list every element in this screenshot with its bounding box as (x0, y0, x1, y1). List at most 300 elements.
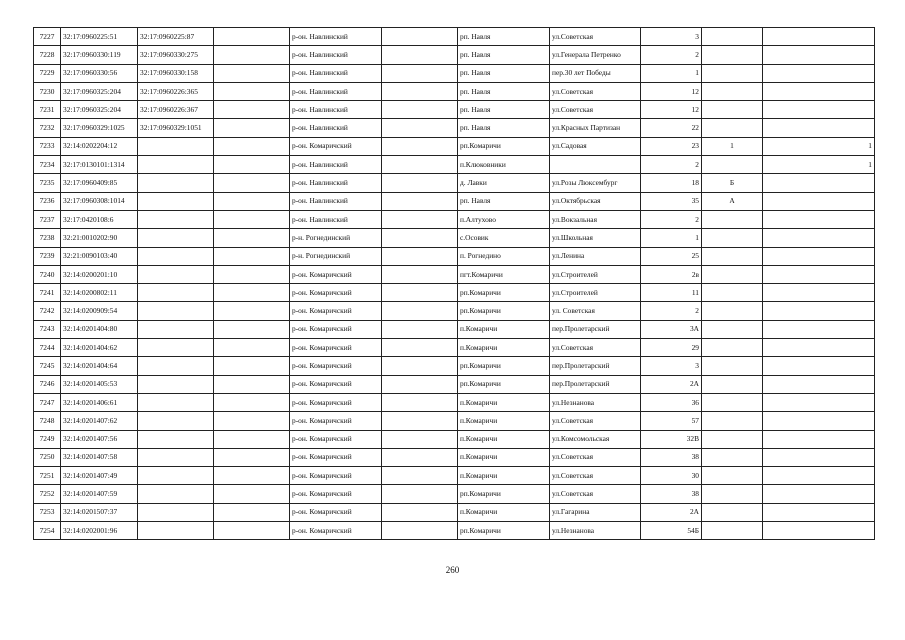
house-number-cell: 2 (641, 156, 702, 174)
house-number-cell: 22 (641, 119, 702, 137)
empty-cell (382, 448, 458, 466)
house-number-cell: 18 (641, 174, 702, 192)
cadastral-number-cell: 32:17:0960325:204 (61, 82, 138, 100)
empty-cell (214, 485, 290, 503)
table-row (34, 339, 875, 357)
empty-cell (382, 320, 458, 338)
empty-cell (382, 412, 458, 430)
page-number: 260 (445, 565, 460, 575)
district-cell: р-он. Комаричский (290, 467, 382, 485)
house-number-cell: 1 (641, 64, 702, 82)
street-cell: ул.Советская (550, 448, 641, 466)
extra-cell (763, 467, 875, 485)
building-cell (702, 247, 763, 265)
extra-cell (763, 46, 875, 64)
extra-cell (763, 357, 875, 375)
extra-cell (763, 503, 875, 521)
room-cadastral-number-cell (138, 357, 214, 375)
street-cell: ул.Строителей (550, 265, 641, 283)
house-number-cell: 35 (641, 192, 702, 210)
row-number-cell: 7232 (34, 119, 61, 137)
street-cell: ул.Октябрьская (550, 192, 641, 210)
row-number-cell: 7235 (34, 174, 61, 192)
street-cell: ул.Красных Партизан (550, 119, 641, 137)
table-row (34, 412, 875, 430)
empty-cell (214, 174, 290, 192)
table-row (34, 156, 875, 174)
street-cell: ул.Незнанова (550, 522, 641, 540)
house-number-cell: 3 (641, 28, 702, 46)
street-cell: ул.Советская (550, 485, 641, 503)
building-cell (702, 229, 763, 247)
cadastral-number-cell: 32:17:0960308:1014 (61, 192, 138, 210)
cadastral-number-cell: 32:14:0200802:11 (61, 284, 138, 302)
district-cell: р-он. Комаричский (290, 284, 382, 302)
cadastral-number-cell: 32:14:0200909:54 (61, 302, 138, 320)
building-cell (702, 375, 763, 393)
room-cadastral-number-cell (138, 375, 214, 393)
extra-cell (763, 229, 875, 247)
locality-cell: д. Лавки (458, 174, 550, 192)
street-cell: ул.Строителей (550, 284, 641, 302)
house-number-cell: 3А (641, 320, 702, 338)
empty-cell (382, 229, 458, 247)
house-number-cell: 36 (641, 393, 702, 411)
room-cadastral-number-cell (138, 174, 214, 192)
district-cell: р-он. Навлинский (290, 119, 382, 137)
table-row (34, 46, 875, 64)
locality-cell: п.Комаричи (458, 320, 550, 338)
street-cell: ул.Садовая (550, 137, 641, 155)
row-number-cell: 7243 (34, 320, 61, 338)
empty-cell (214, 448, 290, 466)
table-row (34, 357, 875, 375)
district-cell: р-он. Комаричский (290, 522, 382, 540)
table-row (34, 192, 875, 210)
cadastral-number-cell: 32:14:0202001:96 (61, 522, 138, 540)
district-cell: р-он. Комаричский (290, 485, 382, 503)
street-cell: ул.Советская (550, 28, 641, 46)
address-table (33, 27, 875, 540)
table-row (34, 265, 875, 283)
empty-cell (382, 28, 458, 46)
extra-cell (763, 247, 875, 265)
empty-cell (382, 119, 458, 137)
extra-cell (763, 430, 875, 448)
row-number-cell: 7237 (34, 210, 61, 228)
row-number-cell: 7253 (34, 503, 61, 521)
row-number-cell: 7234 (34, 156, 61, 174)
empty-cell (382, 485, 458, 503)
locality-cell: п.Алтухово (458, 210, 550, 228)
row-number-cell: 7231 (34, 101, 61, 119)
extra-cell (763, 339, 875, 357)
street-cell: пер.Пролетарский (550, 375, 641, 393)
empty-cell (382, 339, 458, 357)
room-cadastral-number-cell (138, 320, 214, 338)
extra-cell: 1 (763, 137, 875, 155)
cadastral-number-cell: 32:14:0200201:10 (61, 265, 138, 283)
row-number-cell: 7230 (34, 82, 61, 100)
table-row (34, 210, 875, 228)
building-cell (702, 302, 763, 320)
room-cadastral-number-cell (138, 210, 214, 228)
empty-cell (214, 247, 290, 265)
locality-cell: рп.Комаричи (458, 302, 550, 320)
locality-cell: п.Комаричи (458, 503, 550, 521)
locality-cell: рп.Комаричи (458, 522, 550, 540)
room-cadastral-number-cell (138, 503, 214, 521)
row-number-cell: 7248 (34, 412, 61, 430)
extra-cell (763, 302, 875, 320)
extra-cell (763, 82, 875, 100)
building-cell: 1 (702, 137, 763, 155)
row-number-cell: 7249 (34, 430, 61, 448)
building-cell (702, 503, 763, 521)
locality-cell: рп. Навля (458, 28, 550, 46)
house-number-cell: 12 (641, 101, 702, 119)
room-cadastral-number-cell (138, 247, 214, 265)
empty-cell (382, 247, 458, 265)
table-row (34, 119, 875, 137)
house-number-cell: 54Б (641, 522, 702, 540)
empty-cell (214, 137, 290, 155)
room-cadastral-number-cell: 32:17:0960330:158 (138, 64, 214, 82)
building-cell (702, 320, 763, 338)
room-cadastral-number-cell: 32:17:0960226:367 (138, 101, 214, 119)
extra-cell (763, 101, 875, 119)
cadastral-number-cell: 32:14:0201404:62 (61, 339, 138, 357)
locality-cell: рп. Навля (458, 101, 550, 119)
house-number-cell: 38 (641, 485, 702, 503)
extra-cell (763, 119, 875, 137)
house-number-cell: 2А (641, 503, 702, 521)
building-cell (702, 393, 763, 411)
empty-cell (214, 430, 290, 448)
locality-cell: с.Осовик (458, 229, 550, 247)
empty-cell (382, 467, 458, 485)
district-cell: р-он. Навлинский (290, 174, 382, 192)
extra-cell: 1 (763, 156, 875, 174)
district-cell: р-он. Навлинский (290, 82, 382, 100)
house-number-cell: 57 (641, 412, 702, 430)
cadastral-number-cell: 32:14:0201407:58 (61, 448, 138, 466)
cadastral-number-cell: 32:17:0960225:51 (61, 28, 138, 46)
district-cell: р-он. Комаричский (290, 503, 382, 521)
building-cell (702, 64, 763, 82)
room-cadastral-number-cell (138, 430, 214, 448)
table-row (34, 174, 875, 192)
street-cell: ул.Школьная (550, 229, 641, 247)
extra-cell (763, 448, 875, 466)
house-number-cell: 25 (641, 247, 702, 265)
table-row (34, 229, 875, 247)
empty-cell (382, 64, 458, 82)
empty-cell (382, 101, 458, 119)
empty-cell (382, 192, 458, 210)
building-cell (702, 28, 763, 46)
table-row (34, 375, 875, 393)
empty-cell (382, 503, 458, 521)
empty-cell (382, 265, 458, 283)
locality-cell: п. Рогнедино (458, 247, 550, 265)
district-cell: р-н. Рогнединский (290, 229, 382, 247)
locality-cell: п.Комаричи (458, 412, 550, 430)
building-cell (702, 210, 763, 228)
room-cadastral-number-cell (138, 265, 214, 283)
cadastral-number-cell: 32:17:0130101:1314 (61, 156, 138, 174)
room-cadastral-number-cell (138, 156, 214, 174)
empty-cell (214, 156, 290, 174)
district-cell: р-он. Навлинский (290, 156, 382, 174)
empty-cell (214, 320, 290, 338)
locality-cell: рп. Навля (458, 119, 550, 137)
table-row (34, 467, 875, 485)
cadastral-number-cell: 32:14:0201407:49 (61, 467, 138, 485)
empty-cell (214, 82, 290, 100)
table-body (34, 28, 875, 540)
district-cell: р-он. Навлинский (290, 101, 382, 119)
street-cell: ул.Советская (550, 412, 641, 430)
room-cadastral-number-cell (138, 522, 214, 540)
district-cell: р-он. Навлинский (290, 28, 382, 46)
house-number-cell: 29 (641, 339, 702, 357)
cadastral-number-cell: 32:14:0201407:56 (61, 430, 138, 448)
house-number-cell: 2А (641, 375, 702, 393)
cadastral-number-cell: 32:17:0960409:85 (61, 174, 138, 192)
empty-cell (214, 101, 290, 119)
empty-cell (382, 375, 458, 393)
row-number-cell: 7245 (34, 357, 61, 375)
district-cell: р-он. Комаричский (290, 375, 382, 393)
row-number-cell: 7239 (34, 247, 61, 265)
street-cell: пер.Пролетарский (550, 320, 641, 338)
empty-cell (214, 393, 290, 411)
extra-cell (763, 210, 875, 228)
street-cell: ул.Незнанова (550, 393, 641, 411)
locality-cell: п.Комаричи (458, 467, 550, 485)
table-row (34, 302, 875, 320)
street-cell: ул.Советская (550, 467, 641, 485)
locality-cell: пгт.Комаричи (458, 265, 550, 283)
table-row (34, 247, 875, 265)
cadastral-number-cell: 32:17:0960330:119 (61, 46, 138, 64)
extra-cell (763, 485, 875, 503)
locality-cell: рп.Комаричи (458, 137, 550, 155)
empty-cell (214, 339, 290, 357)
empty-cell (214, 265, 290, 283)
table-row (34, 430, 875, 448)
building-cell: А (702, 192, 763, 210)
empty-cell (214, 229, 290, 247)
empty-cell (214, 302, 290, 320)
cadastral-number-cell: 32:14:0201407:62 (61, 412, 138, 430)
building-cell (702, 448, 763, 466)
cadastral-number-cell: 32:17:0960325:204 (61, 101, 138, 119)
room-cadastral-number-cell: 32:17:0960225:87 (138, 28, 214, 46)
empty-cell (214, 210, 290, 228)
district-cell: р-он. Комаричский (290, 357, 382, 375)
district-cell: р-он. Комаричский (290, 393, 382, 411)
room-cadastral-number-cell (138, 448, 214, 466)
building-cell (702, 82, 763, 100)
street-cell: ул.Розы Люксембург (550, 174, 641, 192)
house-number-cell: 3 (641, 357, 702, 375)
building-cell (702, 430, 763, 448)
locality-cell: п.Клюковники (458, 156, 550, 174)
row-number-cell: 7247 (34, 393, 61, 411)
table-row (34, 284, 875, 302)
locality-cell: п.Комаричи (458, 393, 550, 411)
district-cell: р-он. Комаричский (290, 302, 382, 320)
room-cadastral-number-cell: 32:17:0960226:365 (138, 82, 214, 100)
table-row (34, 393, 875, 411)
street-cell (550, 156, 641, 174)
street-cell: ул.Вокзальная (550, 210, 641, 228)
empty-cell (382, 82, 458, 100)
empty-cell (382, 137, 458, 155)
extra-cell (763, 174, 875, 192)
row-number-cell: 7233 (34, 137, 61, 155)
house-number-cell: 2в (641, 265, 702, 283)
locality-cell: п.Комаричи (458, 430, 550, 448)
cadastral-number-cell: 32:14:0201405:53 (61, 375, 138, 393)
building-cell (702, 284, 763, 302)
row-number-cell: 7246 (34, 375, 61, 393)
empty-cell (382, 156, 458, 174)
empty-cell (214, 46, 290, 64)
table-row (34, 320, 875, 338)
extra-cell (763, 412, 875, 430)
street-cell: ул.Советская (550, 339, 641, 357)
street-cell: ул.Комсомольская (550, 430, 641, 448)
empty-cell (214, 28, 290, 46)
district-cell: р-он. Комаричский (290, 320, 382, 338)
house-number-cell: 32В (641, 430, 702, 448)
street-cell: ул.Генерала Петренко (550, 46, 641, 64)
street-cell: ул.Ленина (550, 247, 641, 265)
empty-cell (214, 357, 290, 375)
district-cell: р-он. Комаричский (290, 265, 382, 283)
street-cell: пер.Пролетарский (550, 357, 641, 375)
district-cell: р-он. Комаричский (290, 339, 382, 357)
house-number-cell: 23 (641, 137, 702, 155)
room-cadastral-number-cell (138, 467, 214, 485)
cadastral-number-cell: 32:21:0090103:40 (61, 247, 138, 265)
table-row (34, 82, 875, 100)
cadastral-number-cell: 32:14:0202204:12 (61, 137, 138, 155)
extra-cell (763, 375, 875, 393)
cadastral-number-cell: 32:14:0201406:61 (61, 393, 138, 411)
table-row (34, 101, 875, 119)
table-row (34, 28, 875, 46)
room-cadastral-number-cell (138, 302, 214, 320)
empty-cell (214, 412, 290, 430)
house-number-cell: 12 (641, 82, 702, 100)
cadastral-number-cell: 32:14:0201404:64 (61, 357, 138, 375)
district-cell: р-он. Комаричский (290, 412, 382, 430)
locality-cell: рп. Навля (458, 82, 550, 100)
room-cadastral-number-cell: 32:17:0960330:275 (138, 46, 214, 64)
room-cadastral-number-cell (138, 192, 214, 210)
empty-cell (382, 522, 458, 540)
building-cell (702, 46, 763, 64)
empty-cell (382, 302, 458, 320)
row-number-cell: 7227 (34, 28, 61, 46)
room-cadastral-number-cell (138, 284, 214, 302)
room-cadastral-number-cell (138, 229, 214, 247)
row-number-cell: 7252 (34, 485, 61, 503)
empty-cell (382, 174, 458, 192)
empty-cell (214, 522, 290, 540)
cadastral-number-cell: 32:14:0201507:37 (61, 503, 138, 521)
room-cadastral-number-cell (138, 412, 214, 430)
row-number-cell: 7241 (34, 284, 61, 302)
locality-cell: рп.Комаричи (458, 284, 550, 302)
row-number-cell: 7238 (34, 229, 61, 247)
street-cell: ул.Советская (550, 101, 641, 119)
building-cell (702, 522, 763, 540)
house-number-cell: 1 (641, 229, 702, 247)
district-cell: р-он. Навлинский (290, 64, 382, 82)
locality-cell: рп.Комаричи (458, 357, 550, 375)
row-number-cell: 7229 (34, 64, 61, 82)
room-cadastral-number-cell: 32:17:0960329:1051 (138, 119, 214, 137)
extra-cell (763, 393, 875, 411)
empty-cell (214, 503, 290, 521)
table-row (34, 522, 875, 540)
empty-cell (214, 375, 290, 393)
district-cell: р-н. Рогнединский (290, 247, 382, 265)
empty-cell (382, 46, 458, 64)
extra-cell (763, 192, 875, 210)
empty-cell (214, 119, 290, 137)
table-row (34, 137, 875, 155)
row-number-cell: 7242 (34, 302, 61, 320)
building-cell (702, 467, 763, 485)
cadastral-number-cell: 32:21:0010202:90 (61, 229, 138, 247)
locality-cell: рп. Навля (458, 46, 550, 64)
extra-cell (763, 320, 875, 338)
locality-cell: п.Комаричи (458, 339, 550, 357)
row-number-cell: 7251 (34, 467, 61, 485)
row-number-cell: 7240 (34, 265, 61, 283)
street-cell: пер.30 лет Победы (550, 64, 641, 82)
table-row (34, 64, 875, 82)
extra-cell (763, 284, 875, 302)
room-cadastral-number-cell (138, 339, 214, 357)
street-cell: ул.Гагарина (550, 503, 641, 521)
extra-cell (763, 64, 875, 82)
empty-cell (214, 64, 290, 82)
district-cell: р-он. Комаричский (290, 430, 382, 448)
room-cadastral-number-cell (138, 137, 214, 155)
empty-cell (214, 467, 290, 485)
row-number-cell: 7228 (34, 46, 61, 64)
locality-cell: рп. Навля (458, 192, 550, 210)
cadastral-number-cell: 32:17:0420108:6 (61, 210, 138, 228)
locality-cell: п.Комаричи (458, 448, 550, 466)
empty-cell (382, 393, 458, 411)
house-number-cell: 2 (641, 46, 702, 64)
district-cell: р-он. Навлинский (290, 192, 382, 210)
table-row (34, 448, 875, 466)
empty-cell (382, 284, 458, 302)
empty-cell (214, 192, 290, 210)
locality-cell: рп. Навля (458, 64, 550, 82)
extra-cell (763, 265, 875, 283)
empty-cell (214, 284, 290, 302)
